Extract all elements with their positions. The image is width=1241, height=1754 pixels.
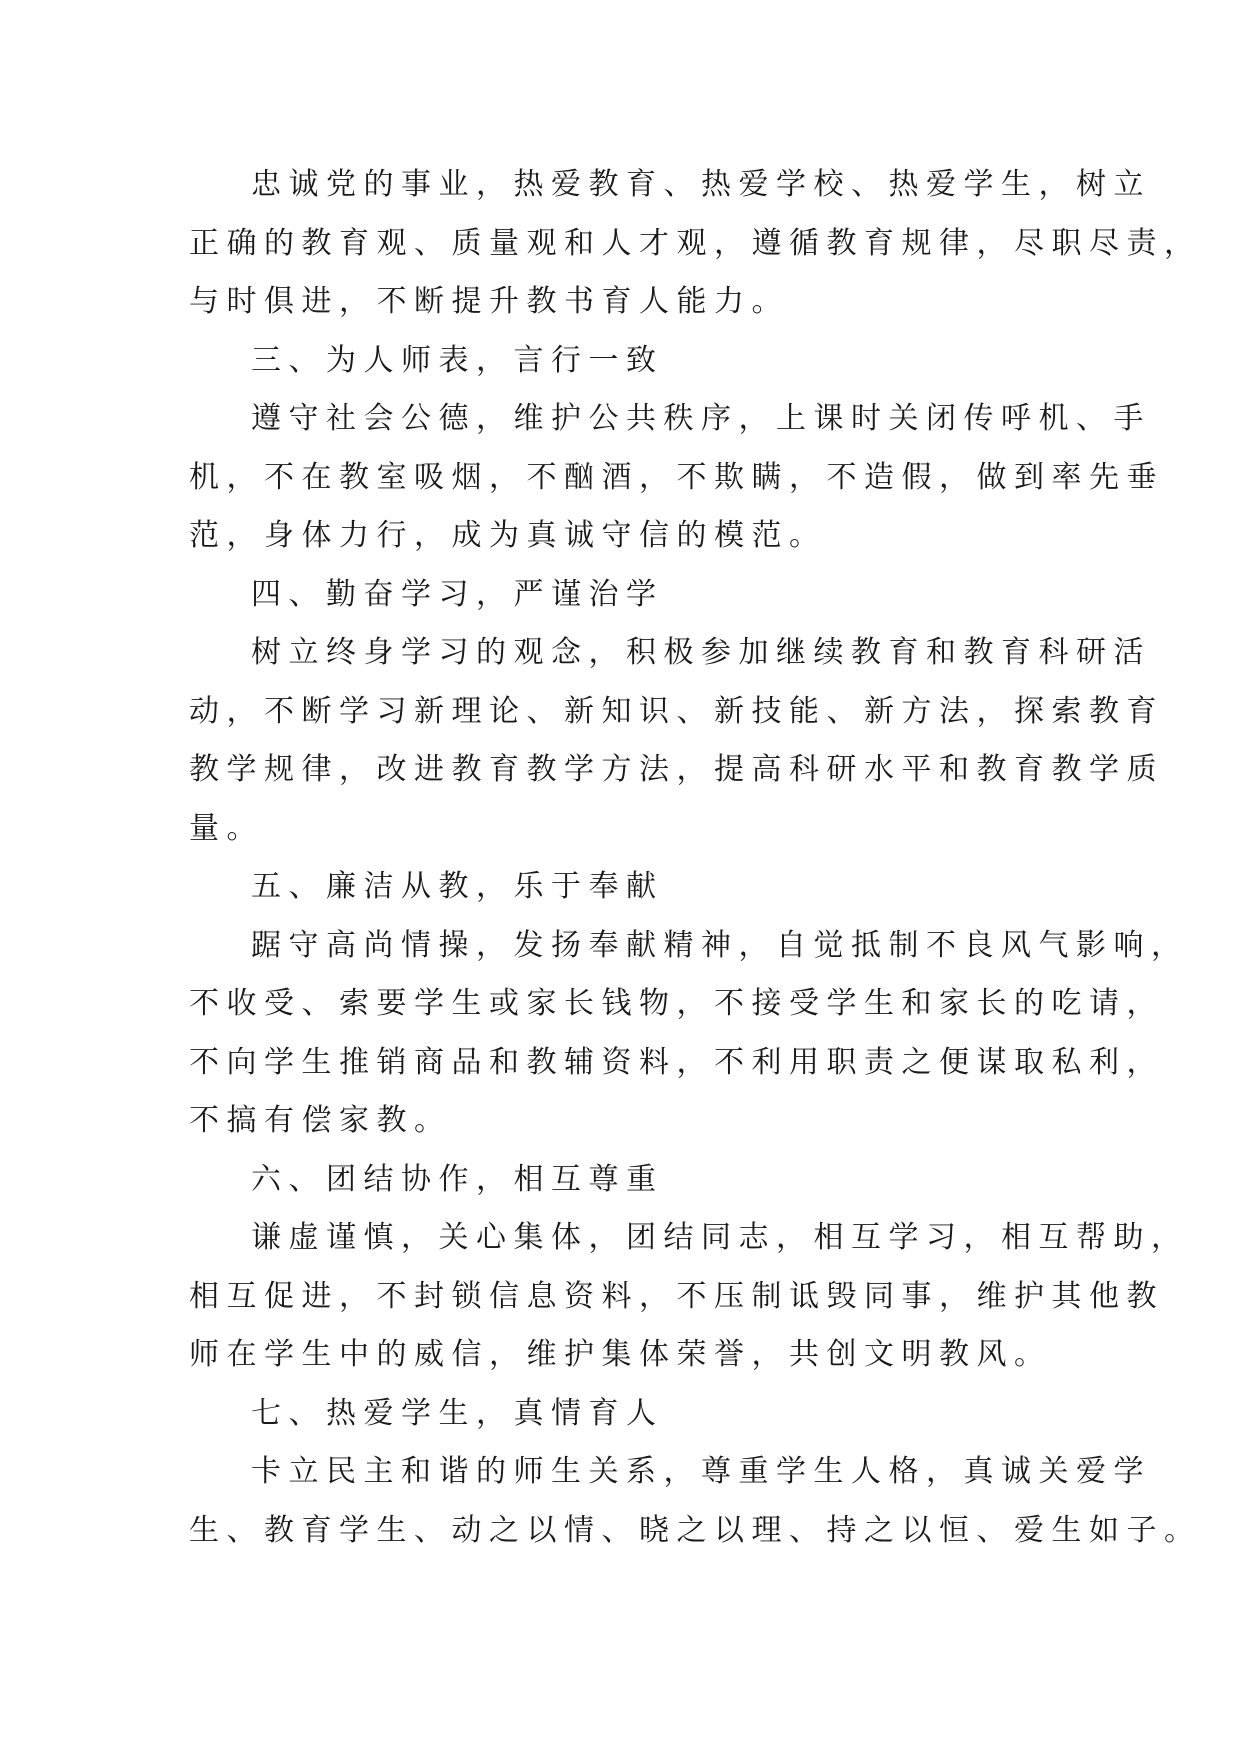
text-line: 与时俱进，不断提升教书育人能力。 [189, 284, 789, 319]
text-line: 师在学生中的威信，维护集体荣誉，共创文明教风。 [189, 1337, 1052, 1372]
text-line: 教学规律，改进教育教学方法，提高科研水平和教育教学质 [189, 752, 1164, 787]
text-line: 量。 [189, 810, 264, 846]
paragraph-love-students [189, 1443, 1202, 1560]
text-line: 正确的教育观、质量观和人才观，遵循教育规律，尽职尽责， [189, 225, 1202, 261]
text-line: 相互促进，不封锁信息资料，不压制诋毁同事，维护其他教 [189, 1278, 1164, 1314]
text-line: 卡立民主和谐的师生关系，尊重学生人格，真诚关爱学 [251, 1454, 1151, 1489]
text-line: 不收受、索要学生或家长钱物，不接受学生和家长的吃请， [189, 986, 1164, 1021]
text-line: 遵守社会公德，维护公共秩序，上课时关闭传呼机、手 [251, 401, 1151, 436]
section-heading-4: 四、勤奋学习，严谨治学 [251, 576, 664, 612]
text-line: 机，不在教室吸烟，不酗酒，不欺瞒，不造假，做到率先垂 [189, 459, 1164, 495]
text-line: 范，身体力行，成为真诚守信的模范。 [189, 518, 827, 553]
section-heading-5: 五、廉洁从教，乐于奉献 [251, 869, 664, 904]
paragraph-study [189, 624, 1164, 858]
document-body [189, 156, 1202, 1560]
paragraph-role-model [189, 390, 1164, 566]
paragraph-loyalty [189, 156, 1202, 332]
text-line: 不搞有偿家教。 [189, 1103, 452, 1138]
text-line: 谦虚谨慎，关心集体，团结同志，相互学习，相互帮助， [251, 1220, 1189, 1255]
section-heading-6: 六、团结协作，相互尊重 [251, 1161, 664, 1197]
section-heading-3: 三、为人师表，言行一致 [251, 342, 664, 378]
paragraph-integrity [189, 917, 1189, 1151]
text-line: 踞守高尚情操，发扬奉献精神，自觉抵制不良风气影响， [251, 927, 1189, 963]
text-line: 动，不断学习新理论、新知识、新技能、新方法，探索教育 [189, 693, 1164, 729]
paragraph-teamwork [189, 1209, 1189, 1385]
text-line: 树立终身学习的观念，积极参加继续教育和教育科研活 [251, 635, 1151, 670]
text-line: 忠诚党的事业，热爱教育、热爱学校、热爱学生，树立 [251, 167, 1151, 202]
text-line: 不向学生推销商品和教辅资料，不利用职责之便谋取私利， [189, 1044, 1164, 1080]
section-heading-7: 七、热爱学生，真情育人 [251, 1395, 664, 1431]
text-line: 生、教育学生、动之以情、晓之以理、持之以恒、爱生如子。 [189, 1512, 1202, 1548]
